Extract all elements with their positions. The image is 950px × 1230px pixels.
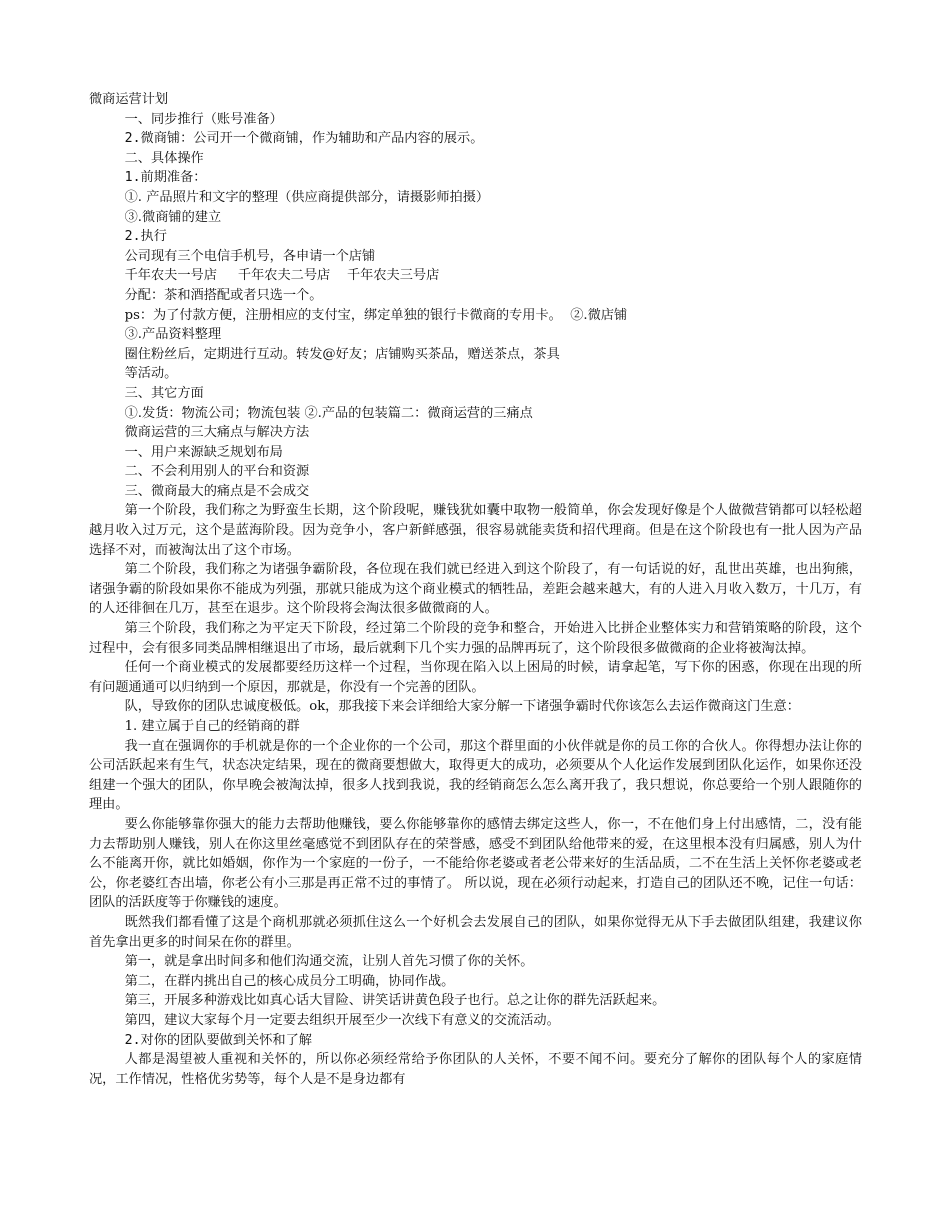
text-line: 2.微商铺：公司开一个微商铺，作为辅助和产品内容的展示。: [124, 131, 484, 147]
list-item: 第一，就是拿出时间多和他们沟通交流，让别人首先习惯了你的关怀。: [124, 954, 534, 970]
section-heading: 三、其它方面: [124, 385, 204, 401]
subheading: 2.对你的团队要做到关怀和了解: [124, 1032, 312, 1048]
list-item: 第三，开展多种游戏比如真心话大冒险、讲笑话讲黄色段子也行。总之让你的群先活跃起来。: [124, 993, 666, 1009]
list-item: 第二，在群内挑出自己的核心成员分工明确，协同作战。: [124, 973, 455, 989]
paragraph: 我一直在强调你的手机就是你的一个企业你的一个公司，那这个群里面的小伙伴就是你的员工你的合伙人。你得想办法让你的公司活跃起来有生气，状态决定结果，现在的微商要想做大，取得更大的成功，必须要从个人化运作发展到团队化运作，如果你还没组建一个强大的团队，你早晚会被淘汰掉，很多人找到我说，我的经销商怎么怎么离开我了，我只想说，你总要给一个别人跟随你的理由。: [89, 738, 862, 813]
paragraph: 第二个阶段，我们称之为诸强争霸阶段，各位现在我们就已经进入到这个阶段了，有一句话说的好，乱世出英雄，也出狗熊，诸强争霸的阶段如果你不能成为列强，那就只能成为这个商业模式的牺牲品，差距会越来越大，有的人进入月收入数万，十几万，有的人还徘徊在几万，甚至在退步。这个阶段将会淘汰很多做微商的人。: [89, 562, 862, 617]
text-line: ③.微商铺的建立: [124, 209, 222, 225]
paragraph: 任何一个商业模式的发展都要经历这样一个过程，当你现在陷入以上困局的时候，请拿起笔，写下你的困惑，你现在出现的所有问题通通可以归纳到一个原因，那就是，你没有一个完善的团队。: [89, 660, 862, 695]
paragraph: 队，导致你的团队忠诚度极低。ok，那我接下来会详细给大家分解一下诸强争霸时代你该怎么去运作微商这门生意：: [124, 699, 800, 715]
paragraph: 要么你能够靠你强大的能力去帮助他赚钱，要么你能够靠你的感情去绑定这些人，你一，不在他们身上付出感情，二，没有能力去帮助别人赚钱，别人在你这里丝毫感觉不到团队存在的荣誉感，感受不到团队给他带来的爱，在这里根本没有归属感，别人为什么不能离开你，就比如婚姻，你作为一个家庭的一份子，一不能给你老婆或者老公带来好的生活品质，二不在生活上关怀你老婆或老公，你老婆红杏出墙，你老公有小三那是再正常不过的事情了。 所以说，现在必须行动起来，打造自己的团队还不晚，记住一句话：团队的活跃度等于你赚钱的速度。: [89, 816, 862, 911]
text-line: 等活动。: [124, 366, 178, 382]
paragraph: 人都是渴望被人重视和关怀的，所以你必须经常给予你团队的人关怀，不要不闻不问。要充分了解你的团队每个人的家庭情况，工作情况，性格优劣势等，每个人是不是身边都有: [89, 1052, 862, 1087]
text-line: 1.前期准备：: [124, 170, 207, 186]
section-heading: 微商运营的三大痛点与解决方法: [124, 425, 310, 441]
list-item: 第四，建议大家每个月一定要去组织开展至少一次线下有意义的交流活动。: [124, 1012, 560, 1028]
text-line: 二、不会利用别人的平台和资源: [124, 464, 310, 480]
store-names-line: 千年农夫一号店 千年农夫二号店 千年农夫三号店: [124, 268, 440, 284]
paragraph: 第一个阶段，我们称之为野蛮生长期，这个阶段呢，赚钱犹如囊中取物一般简单，你会发现好像是个人做微营销都可以轻松超越月收入过万元，这个是蓝海阶段。因为竞争小，客户新鲜感强，很容易就能卖货和招代理商。但是在这个阶段也有一批人因为产品选择不对，而被淘汰出了这个市场。: [89, 503, 862, 558]
paragraph: 既然我们都看懂了这是个商机那就必须抓住这么一个好机会去发展自己的团队，如果你觉得无从下手去做团队组建，我建议你首先拿出更多的时间呆在你的群里。: [89, 914, 862, 950]
section-heading: 一、同步推行（账号准备）: [124, 111, 283, 127]
text-line: 三、微商最大的痛点是不会成交: [124, 483, 310, 499]
text-line: 2.执行: [124, 229, 167, 245]
text-line: ①.发货：物流公司；物流包装 ②.产品的包装篇二：微商运营的三痛点: [124, 405, 533, 421]
paragraph: 第三个阶段，我们称之为平定天下阶段，经过第二个阶段的竞争和整合，开始进入比拼企业整体实力和营销策略的阶段，这个过程中，会有很多同类品牌相继退出了市场，最后就剩下几个实力强的品牌再玩了，这个阶段很多做微商的企业将被淘汰掉。: [89, 621, 862, 656]
text-line: ③.产品资料整理: [124, 327, 222, 343]
text-line: 一、用户来源缺乏规划布局: [124, 444, 283, 460]
subheading: 1. 建立属于自己的经销商的群: [124, 719, 300, 734]
text-line: 分配：茶和酒搭配或者只选一个。: [124, 287, 323, 303]
text-line: ps：为了付款方便，注册相应的支付宝，绑定单独的银行卡微商的专用卡。 ②.微店铺: [124, 307, 628, 323]
document-title: 微商运营计划: [89, 92, 169, 107]
text-line: 圈住粉丝后，定期进行互动。转发@好友；店铺购买茶品，赠送茶点，茶具: [124, 346, 560, 362]
text-line: ①. 产品照片和文字的整理（供应商提供部分，请摄影师拍摄）: [124, 189, 490, 205]
section-heading: 二、具体操作: [124, 150, 204, 166]
text-line: 公司现有三个电信手机号，各申请一个店铺: [124, 248, 376, 264]
